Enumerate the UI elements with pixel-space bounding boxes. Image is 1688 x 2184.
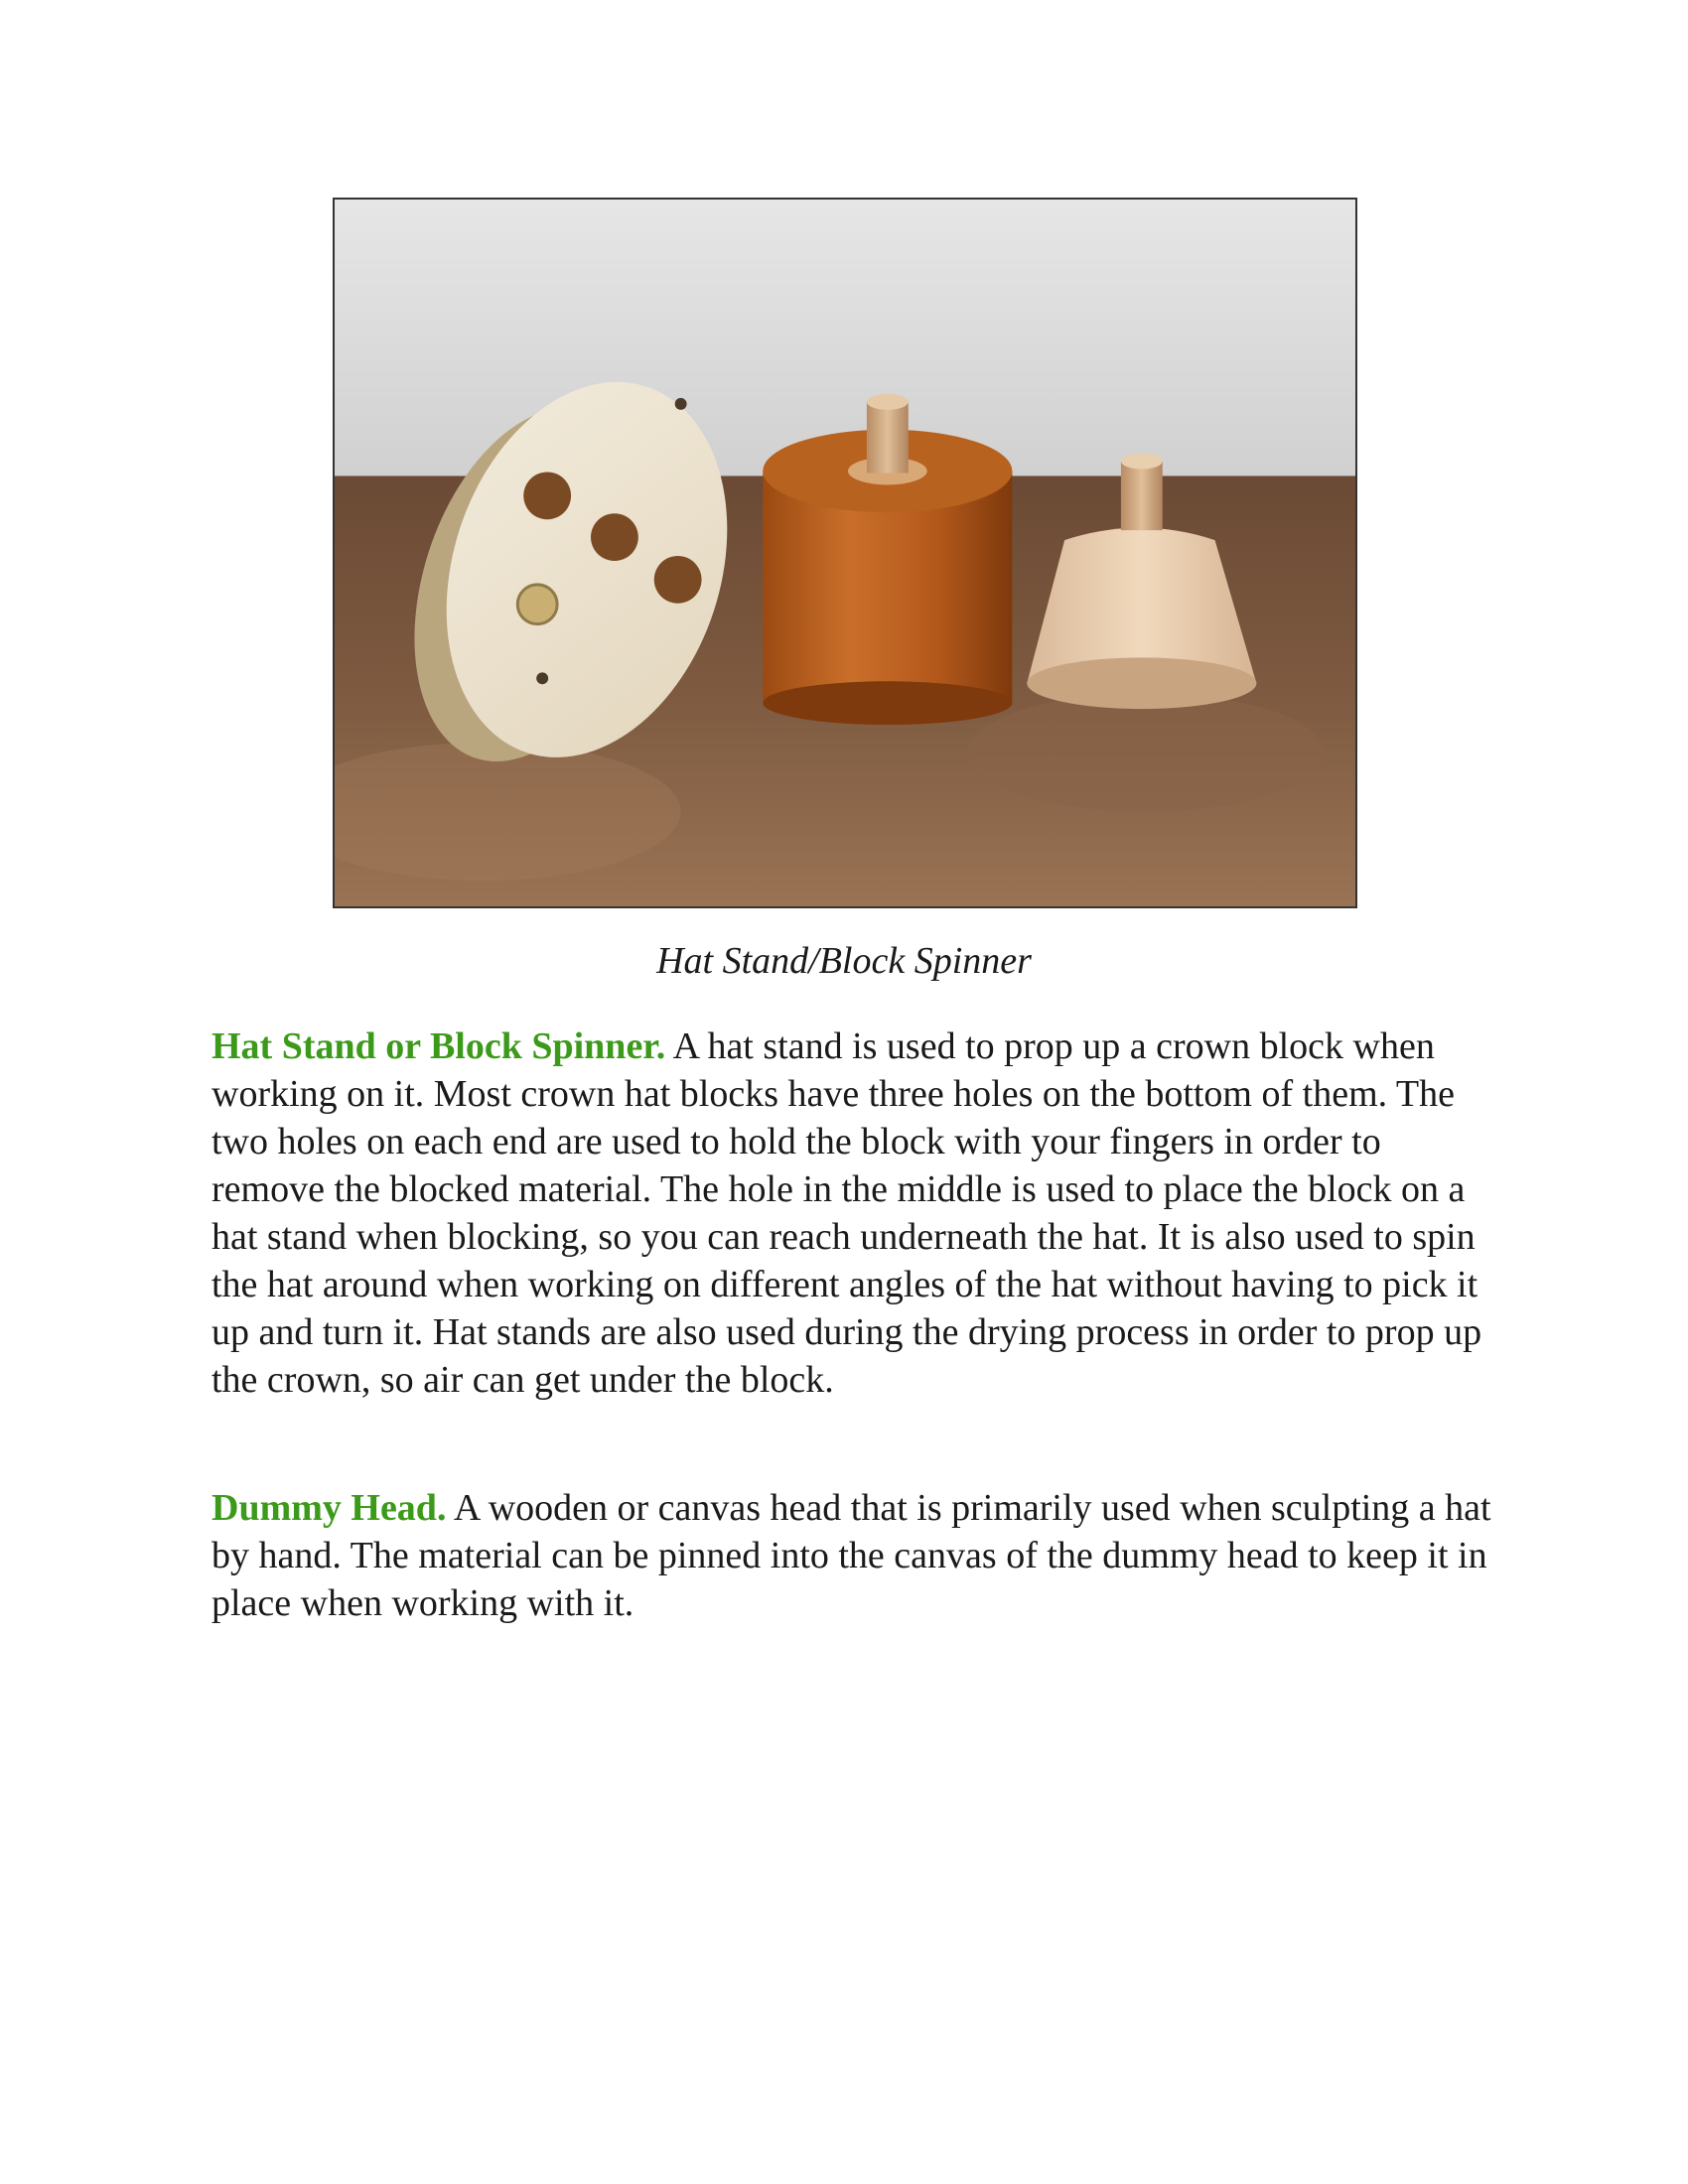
entry-definition: A hat stand is used to prop up a crown block when working on it. Most crown hat blocks have three holes on the bottom of them. The two holes on each end are used to hold the block with your fingers in order to remove the blocked material. The hole in the middle is used to place the block on a hat stand when blocking, so you can reach underneath the hat. It is also used to spin the hat around when working on different angles of the hat without having to pick it up and turn it. Hat stands are also used during the drying process in order to prop up the crown, so air can get under the block. bbox=[211, 1025, 1482, 1401]
entry-hat-stand bbox=[211, 1023, 1492, 1404]
figure-caption: Hat Stand/Block Spinner bbox=[656, 940, 1032, 982]
entry-definition: A wooden or canvas head that is primarily used when sculpting a hat by hand. The material can be pinned into the canvas of the dummy head to keep it in place when working with it. bbox=[211, 1487, 1491, 1624]
entry-term: Hat Stand or Block Spinner. bbox=[211, 1025, 666, 1067]
entry-term: Dummy Head. bbox=[211, 1487, 447, 1529]
hat-stand-illustration bbox=[335, 200, 1355, 906]
hat-stand-photo bbox=[333, 198, 1357, 908]
entry-dummy-head bbox=[211, 1484, 1492, 1627]
